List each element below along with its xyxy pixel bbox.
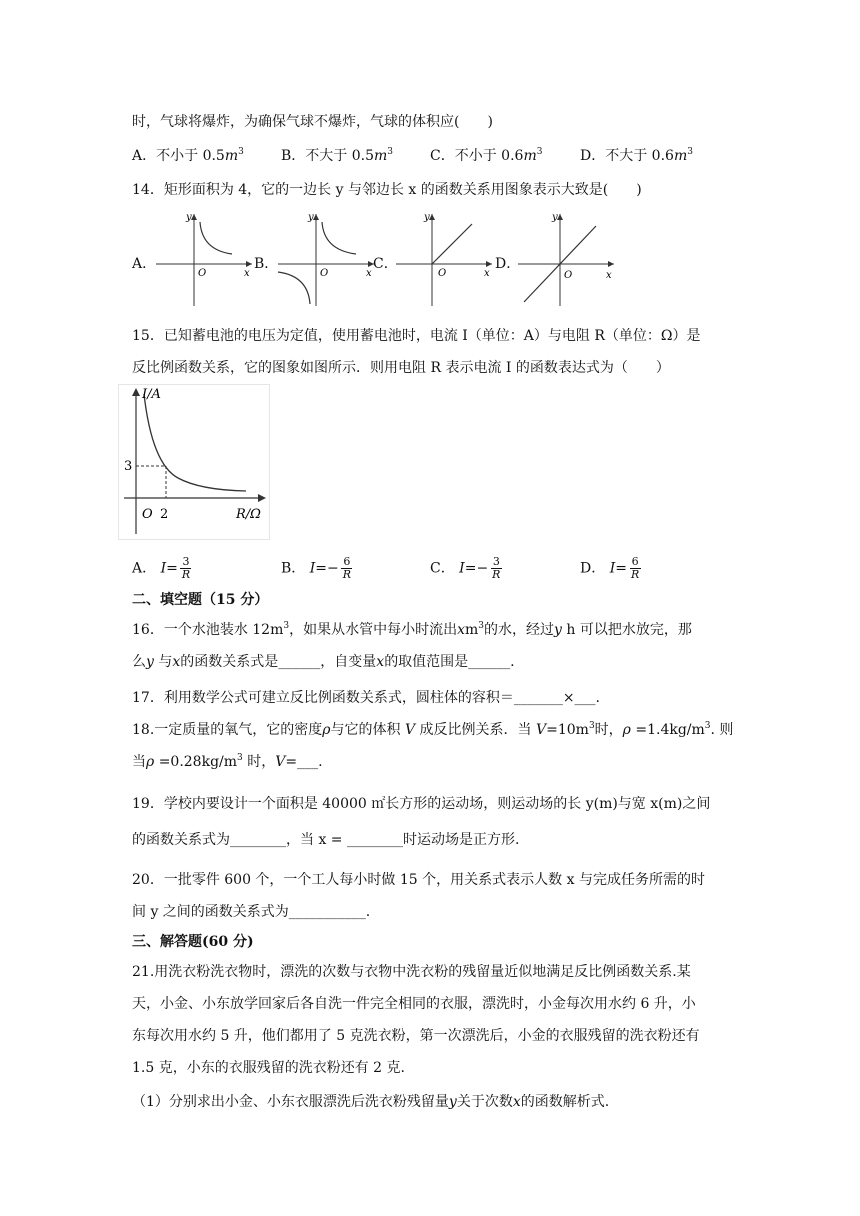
q14-graph-d xyxy=(514,210,618,308)
q18-line1: 18.一定质量的氧气，它的密度ρ与它的体积 V 成反比例关系．当 $V=10m^3$时，$\rho =1.4kg/m^3$. 则 xyxy=(132,721,734,738)
y-axis-label: y xyxy=(308,212,314,223)
q14-label-c[interactable]: C． xyxy=(373,256,398,272)
x-axis-label: x xyxy=(244,268,250,279)
q14-graph-c xyxy=(392,210,496,308)
x-axis-label: x xyxy=(484,268,490,279)
q13-option-d[interactable]: D．不大于 $0.6m^3$ xyxy=(580,147,693,164)
q21-part1: （1）分别求出小金、小东衣服漂洗后洗衣粉残留量y关于次数x的函数解析式. xyxy=(132,1094,610,1110)
x-arrow-icon xyxy=(258,494,266,502)
q20-line1: 20．一批零件 600 个，一个工人每小时做 15 个，用关系式表示人数 x 与完成任务所需的时 xyxy=(132,872,705,888)
q15-stem-line2: 反比例函数关系，它的图象如图所示．则用电阻 R 表示电流 I 的函数表达式为（ ） xyxy=(132,360,670,376)
y-arrow-icon xyxy=(313,214,319,220)
fraction: $\frac{6}{R}$ xyxy=(342,555,352,581)
section3-title: 三、解答题(60 分) xyxy=(132,934,254,950)
q14-label-a[interactable]: A． xyxy=(132,256,157,272)
q20-line2: 间 y 之间的函数关系式为___________. xyxy=(132,904,371,920)
curve-quadrant-1 xyxy=(200,222,232,254)
curve-quadrant-3 xyxy=(278,272,310,304)
x-tick-label: 2 xyxy=(160,507,169,522)
q13-option-b[interactable]: B．不大于 $0.5m^3$ xyxy=(281,147,394,164)
hyperbola-curve xyxy=(144,394,246,491)
q14-graph-a xyxy=(150,210,258,308)
q15-option-a[interactable]: A． I= $\frac{3}{R}$ xyxy=(132,555,191,581)
q15-option-d[interactable]: D． I= $\frac{6}{R}$ xyxy=(580,555,640,581)
y-tick-label: 3 xyxy=(124,459,133,474)
q14-stem: 14．矩形面积为 4，它的一边长 y 与邻边长 x 的函数关系用图象表示大致是( ) xyxy=(132,182,642,198)
origin-label: O xyxy=(438,268,447,279)
x-arrow-icon xyxy=(246,261,252,267)
q15-option-c[interactable]: C． I=− $\frac{3}{R}$ xyxy=(430,555,501,581)
x-arrow-icon xyxy=(486,261,492,267)
x-axis-label: x xyxy=(366,268,372,279)
y-arrow-icon xyxy=(191,214,197,220)
q15-graph xyxy=(118,384,270,540)
q18-line2: 当$\rho =0.28kg/m^3$ 时，V=___. xyxy=(132,753,323,770)
q21-line3: 东每次用水约 5 升，他们都用了 5 克洗衣粉，第一次漂洗后，小金的衣服残留的洗衣粉还有 xyxy=(132,1028,700,1044)
origin-label: O xyxy=(320,268,329,279)
y-axis-label: I/A xyxy=(142,387,161,402)
q13-option-a[interactable]: A．不小于 $0.5m^3$ xyxy=(132,147,244,164)
ray-line xyxy=(432,224,472,264)
y-arrow-icon xyxy=(557,214,563,220)
q15-stem-line1: 15．已知蓄电池的电压为定值，使用蓄电池时，电流 I（单位：A）与电阻 R（单位：Ω）是 xyxy=(132,328,701,344)
y-axis-label: y xyxy=(186,212,192,223)
q14-label-b[interactable]: B． xyxy=(254,256,279,272)
q19-line1: 19．学校内要设计一个面积是 40000 ㎡长方形的运动场，则运动场的长 y(m)与宽 x(m)之间 xyxy=(132,796,711,812)
x-axis-label: x xyxy=(606,270,612,281)
q13-option-c[interactable]: C．不小于 $0.6m^3$ xyxy=(430,147,543,164)
q21-line1: 21.用洗衣粉洗衣物时，漂洗的次数与衣物中洗衣粉的残留量近似地满足反比例函数关系.某 xyxy=(132,964,691,980)
fraction: $\frac{6}{R}$ xyxy=(630,555,640,581)
fraction: $\frac{3}{R}$ xyxy=(492,555,501,581)
x-axis-label: R/Ω xyxy=(236,507,261,522)
q16-line1: 16．一个水池装水 $12m^3$，如果从水管中每小时流出$xm^3$的水，经过y h 可以把水放完，那 xyxy=(132,621,692,638)
origin-label: O xyxy=(198,268,207,279)
fraction: $\frac{3}{R}$ xyxy=(181,555,191,581)
origin-label: O xyxy=(564,270,573,281)
curve-quadrant-1 xyxy=(322,222,356,254)
q14-label-d[interactable]: D． xyxy=(495,256,521,272)
q21-line4: 1.5 克，小东的衣服残留的洗衣粉还有 2 克. xyxy=(132,1060,405,1076)
q21-line2: 天，小金、小东放学回家后各自洗一件完全相同的衣服，漂洗时，小金每次用水约 6 升，小 xyxy=(132,996,696,1012)
q19-line2: 的函数关系式为________，当 x = ________时运动场是正方形. xyxy=(132,832,520,848)
section2-title: 二、填空题（15 分） xyxy=(132,592,269,608)
origin-label: O xyxy=(142,507,153,522)
x-arrow-icon xyxy=(608,261,614,267)
q16-line2: 么y 与x的函数关系式是______，自变量x的取值范围是______. xyxy=(132,654,515,670)
y-arrow-icon xyxy=(132,388,140,396)
y-arrow-icon xyxy=(429,214,435,220)
y-axis-label: y xyxy=(552,212,558,223)
q15-option-b[interactable]: B． I=− $\frac{6}{R}$ xyxy=(281,555,352,581)
y-axis-label: y xyxy=(424,212,430,223)
q14-graph-b xyxy=(272,210,380,308)
q17-line: 17．利用数学公式可建立反比例函数关系式，圆柱体的容积＝_______×___. xyxy=(132,690,600,706)
q13-line: 时，气球将爆炸，为确保气球不爆炸，气球的体积应( ) xyxy=(132,114,493,130)
